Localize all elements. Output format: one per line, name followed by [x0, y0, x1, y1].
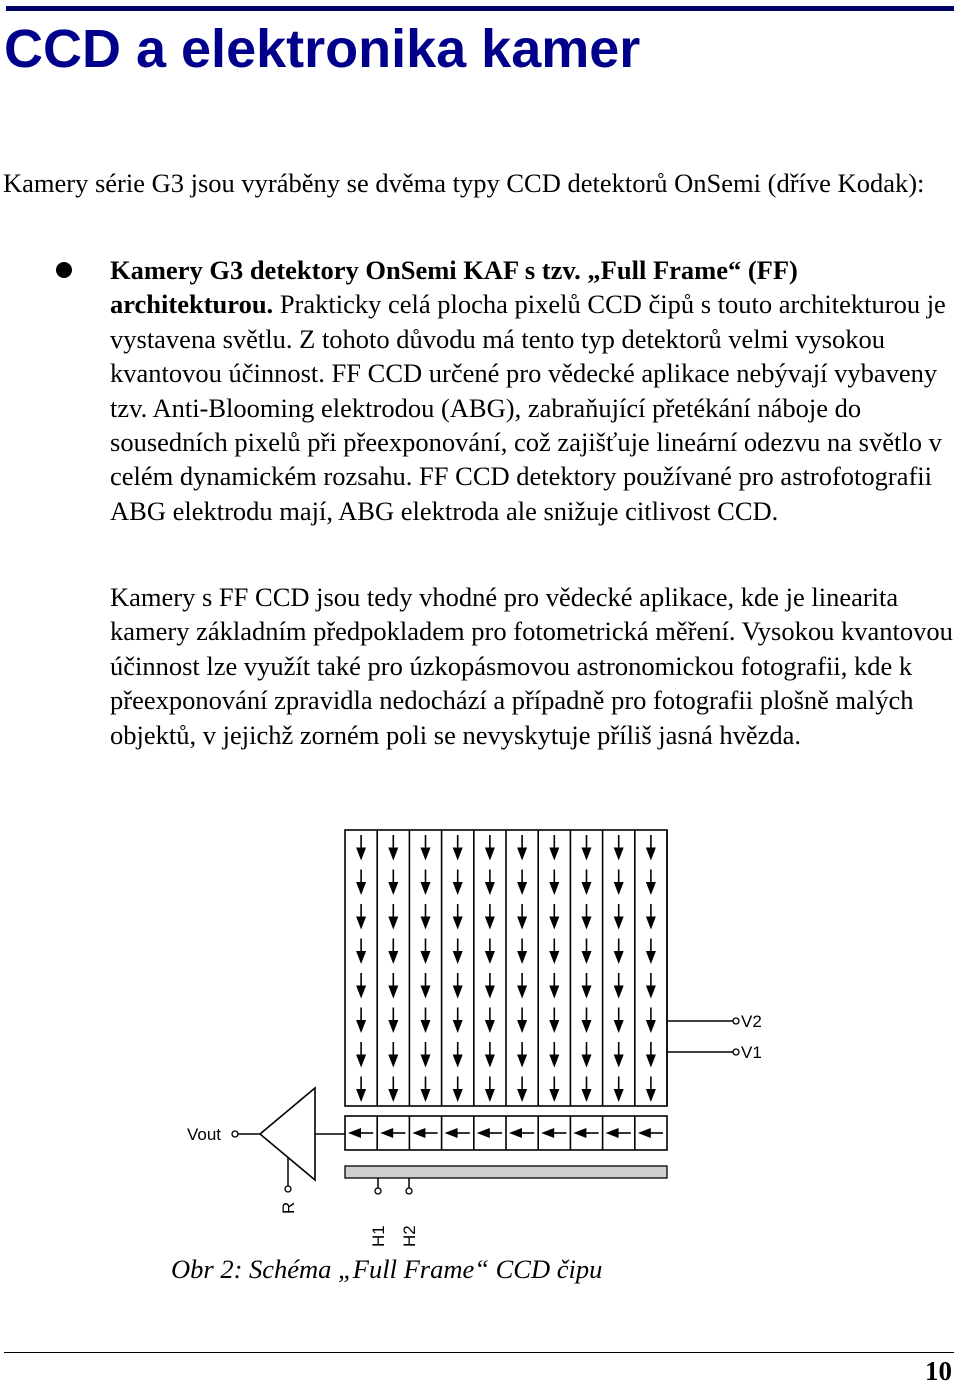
- top-rule: [6, 6, 954, 11]
- h2-label: H2: [400, 1225, 419, 1247]
- v2-label: V2: [741, 1012, 762, 1031]
- v1-label: V1: [741, 1043, 762, 1062]
- pixel-array: [345, 830, 667, 1106]
- r-label: R: [279, 1201, 298, 1214]
- intro-paragraph: Kamery série G3 jsou vyráběny se dvěma typy CCD detektorů OnSemi (dříve Kodak):: [3, 168, 925, 198]
- horizontal-register-bar: [345, 1166, 667, 1178]
- second-paragraph: Kamery s FF CCD jsou tedy vhodné pro vědecké aplikace, kde je linearita kamery základním předpokladem pro fotometrická měření. Vysokou kvantovou účinnost lze využít také pro úzkopásmovou astronomickou fotografii, kde k přeexponování zpravidla nedochází a případně pro fotografii plošně malých objektů, v jejichž zorném poli se nevyskytuje příliš jasná hvězda.: [110, 582, 953, 750]
- full-frame-ccd-diagram: [170, 820, 790, 1260]
- h1-label: H1: [369, 1225, 388, 1247]
- vout-label: Vout: [187, 1125, 222, 1144]
- figure-caption: Obr 2: Schéma „Full Frame“ CCD čipu: [171, 1254, 603, 1284]
- page-title: CCD a elektronika kamer: [4, 19, 641, 79]
- bullet-bold-lead: Kamery G3 detektory OnSemi KAF s tzv. „Full Frame“ (FF) architekturou.: [110, 255, 798, 320]
- bullet-body-text: Prakticky celá plocha pixelů CCD čipů s touto architekturou je vystavena světlu. Z tohoto důvodu má tento typ detektorů velmi vysokou kvantovou účinnost. FF CCD určené pro vědecké aplikace nebývají vybaveny tzv. Anti-Blooming elektrodou (ABG), zabraňující přetékání náboje do sousedních pixelů při přeexponování, což zajišťuje lineární odezvu na světlo v celém dynamickém rozsahu. FF CCD detektory používané pro astrofotografii ABG elektrodu mají, ABG elektroda ale snižuje citlivost CCD.: [110, 289, 946, 526]
- page-number: 10: [925, 1356, 952, 1386]
- bullet-dot-icon: [56, 262, 72, 278]
- bullet-paragraph: [110, 253, 955, 528]
- footer-rule: [4, 1352, 954, 1353]
- horizontal-register: [345, 1116, 667, 1150]
- vertical-clock-lines: [667, 830, 739, 1106]
